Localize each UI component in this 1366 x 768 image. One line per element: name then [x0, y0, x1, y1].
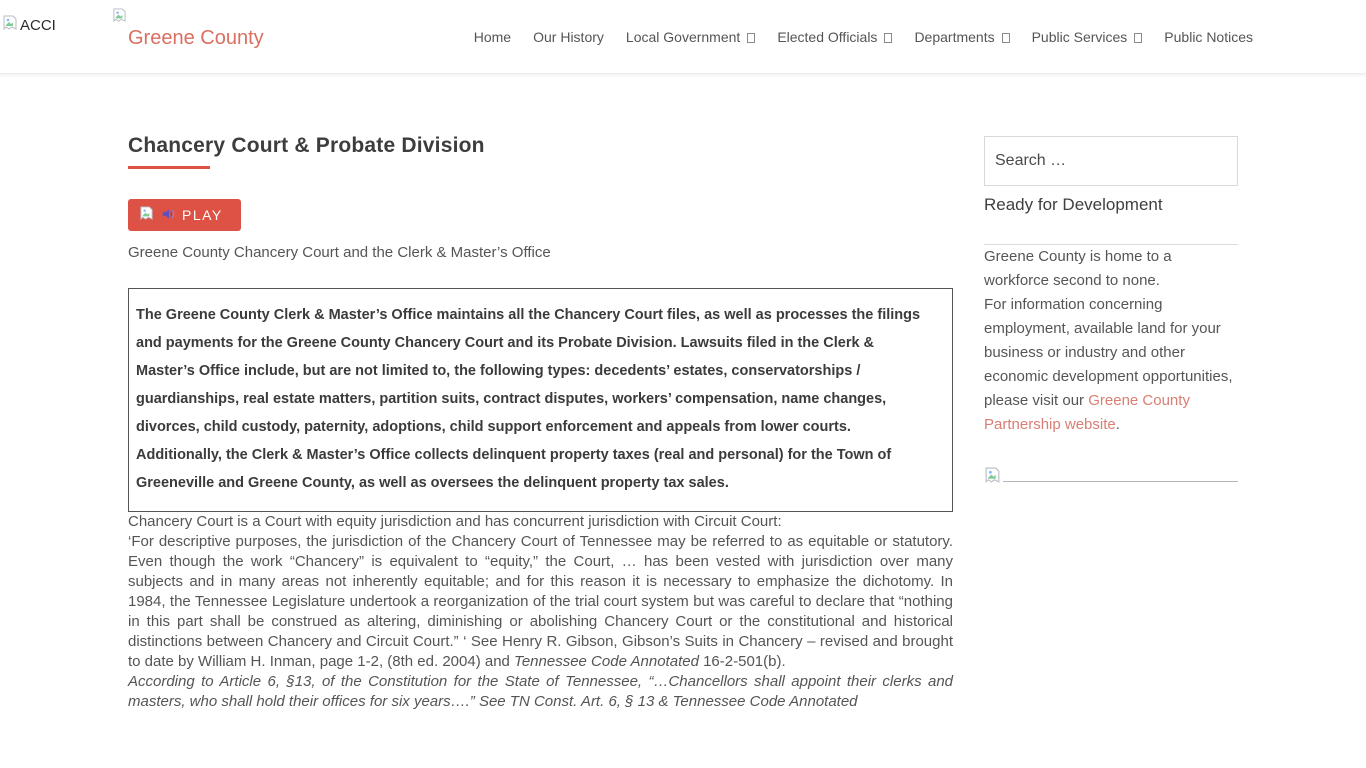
dropdown-box-glyph-icon [1134, 33, 1142, 43]
dropdown-box-glyph-icon [1002, 33, 1010, 43]
acci-broken-image-link[interactable] [2, 15, 56, 35]
quote-text: ‘For descriptive purposes, the jurisdiction of the Chancery Court of Tennessee may be referred to as equitable or statutory. Even though the work “Chancery” is equivalent to “equity,” the Court, … has been vested with jurisdiction over many subjects and in many areas not inherently equitable; and for this reason it is necessary to emphasize the dichotomy. In 1984, the Tennessee Legislature undertook a reorganization of the trial court system but was careful to declare that “nothing in this part shall be construed as altering, diminishing or abolishing Chancery Court or the constitutional and historical distinctions between Chancery and Circuit Court.” ‘ See Henry R. Gibson, Gibson’s Suits in Chancery – revised and brought to date by William H. Inman, page 1-2, (8th ed. 2004) and [128, 533, 953, 670]
dropdown-box-glyph-icon [884, 33, 892, 43]
nav-label: Public Notices [1164, 29, 1253, 45]
site-logo[interactable] [112, 8, 264, 50]
nav-label: Public Services [1031, 29, 1128, 45]
nav-item-public-notices[interactable] [1164, 29, 1253, 45]
nav-item-public-services[interactable] [1032, 29, 1143, 45]
broken-image-underline [1003, 481, 1238, 482]
nav-label: Elected Officials [777, 29, 878, 45]
search-input[interactable] [984, 136, 1238, 186]
article-subtitle: Greene County Chancery Court and the Clerk & Master’s Office [128, 244, 551, 261]
nav-label: Home [473, 29, 512, 45]
sidebar-workforce-text: Greene County is home to a workforce second to none. [984, 248, 1172, 289]
citation-end: 16-2-501(b). [698, 653, 786, 670]
sidebar [984, 74, 1238, 712]
nav-item-departments[interactable] [914, 29, 1009, 45]
partnership-broken-image-link[interactable] [984, 467, 1238, 489]
nav-label: Departments [914, 29, 995, 45]
site-header [0, 0, 1366, 74]
sidebar-text: . [1115, 416, 1120, 433]
site-logo-text: Greene County [128, 27, 264, 49]
nav-item-home[interactable] [474, 29, 511, 45]
title-accent-underline [128, 166, 210, 169]
main-nav [474, 0, 1253, 74]
sidebar-text: For information concerning employment, available land for your business or industry and other economic development opportunities, please visit our [984, 296, 1233, 409]
play-audio-button[interactable] [128, 199, 241, 231]
citation-italic: Tennessee Code Annotated [514, 653, 699, 670]
nav-label: Our History [533, 29, 604, 45]
nav-label: Local Government [625, 29, 741, 45]
play-button-label: PLAY [182, 207, 223, 223]
page-title: Chancery Court & Probate Division [128, 134, 485, 157]
acci-alt-text: ACCI [20, 16, 56, 34]
nav-item-elected-officials[interactable] [777, 29, 892, 45]
speaker-icon [161, 207, 175, 224]
partnership-website-link[interactable]: Greene County Partnership website [984, 392, 1190, 433]
broken-image-icon [112, 10, 127, 27]
broken-image-icon [2, 15, 18, 35]
main-article [128, 74, 953, 712]
clerk-master-info-box: The Greene County Clerk & Master’s Office maintains all the Chancery Court files, as well as processes the filings and payments for the Greene County Chancery Court and its Probate Division. Lawsuits filed in the Clerk & Master’s Office include, but are not limited to, the following types: decedents’ estates, conservatorships / guardianships, real estate matters, partition suits, contract disputes, workers’ compensation, name changes, divorces, child custody, paternity, adoptions, child support enforcement and appeals from lower courts. Additionally, the Clerk & Master’s Office collects delinquent property taxes (real and personal) for the Town of Greeneville and Greene County, as well as oversees the delinquent property tax sales. [128, 288, 953, 512]
sidebar-development-text [984, 293, 1238, 437]
page-content [0, 74, 1366, 712]
widget-title-ready-for-development: Ready for Development [984, 195, 1163, 214]
paragraph-gibson-quote [128, 532, 953, 672]
nav-item-local-government[interactable] [626, 29, 755, 45]
broken-image-icon [984, 467, 1001, 489]
dropdown-box-glyph-icon [747, 33, 755, 43]
nav-item-our-history[interactable] [533, 29, 604, 45]
paragraph-jurisdiction: Chancery Court is a Court with equity jurisdiction and has concurrent jurisdiction with Circuit Court: [128, 513, 782, 530]
broken-image-icon [139, 206, 154, 224]
paragraph-constitution: According to Article 6, §13, of the Constitution for the State of Tennessee, “…Chancellors shall appoint their clerks and masters, who shall hold their offices for six years….” See TN Const. Art. 6, § 13 & Tennessee Code Annotated [128, 673, 953, 710]
